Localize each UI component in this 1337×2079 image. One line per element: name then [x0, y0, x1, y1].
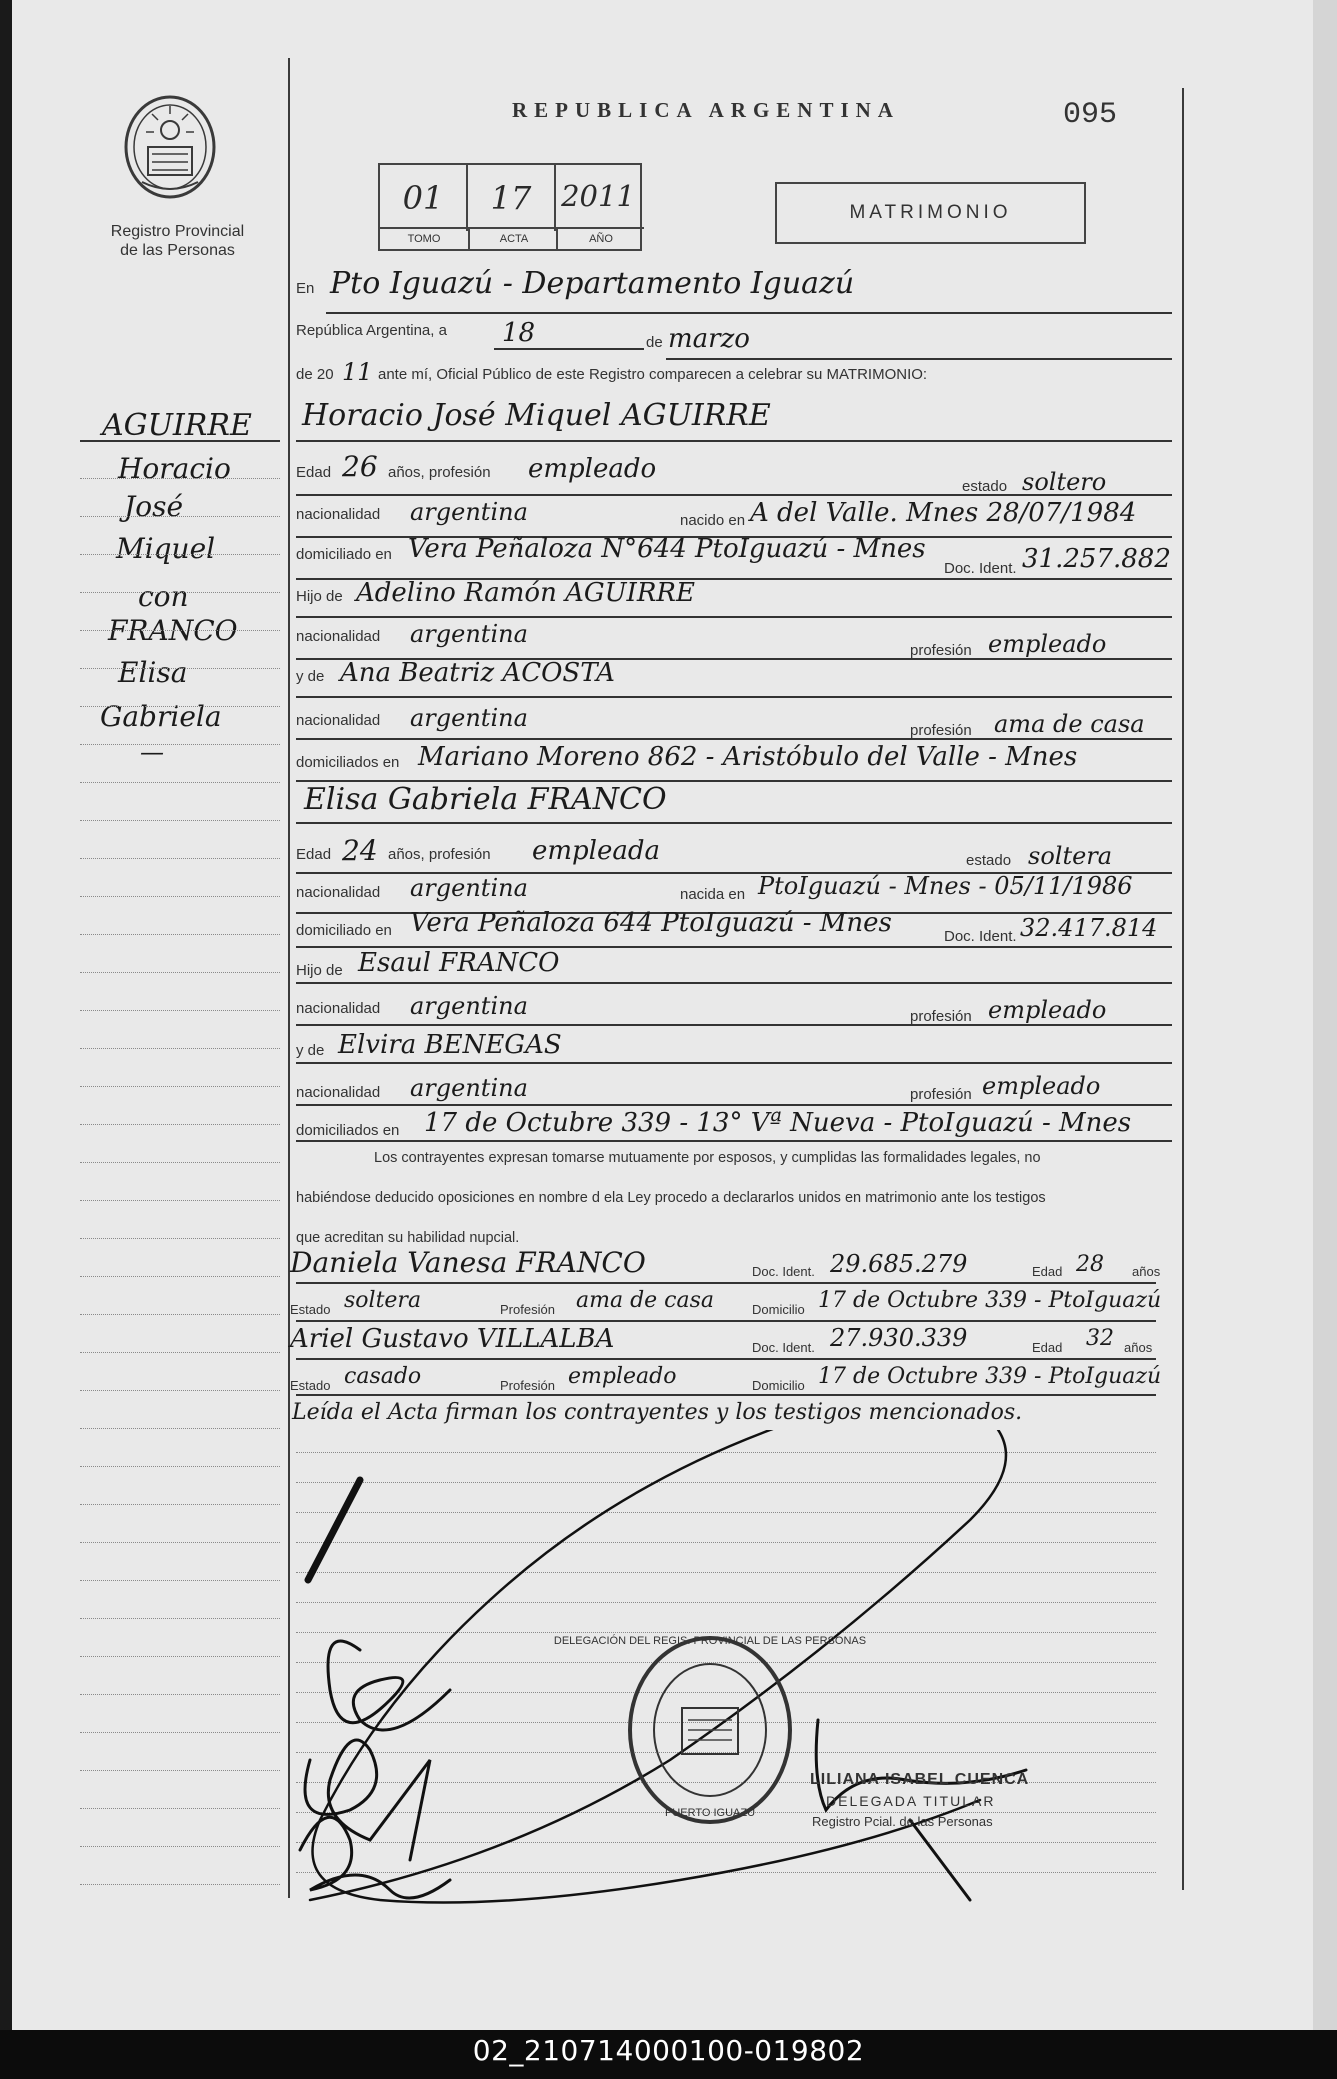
- day-value: 18: [502, 318, 536, 348]
- legal-text-line: que acreditan su habilidad nupcial.: [296, 1230, 520, 1246]
- anio-cell: [556, 165, 640, 231]
- groom-father-profession: empleado: [988, 630, 1107, 658]
- stamp-city: PUERTO IGUAZÚ: [664, 1807, 756, 1819]
- groom-address: Vera Peñaloza N°644 PtoIguazú - Mnes: [408, 534, 926, 564]
- margin-rule: [80, 858, 280, 859]
- bride-mother-nationality: argentina: [410, 1074, 528, 1102]
- yde-label: y de: [296, 668, 325, 685]
- estado-label: Estado: [290, 1302, 331, 1317]
- groom-parents-address: Mariano Moreno 862 - Aristóbulo del Valle - Mnes: [418, 742, 1078, 772]
- anio-label: AÑO: [556, 227, 644, 249]
- rule: [494, 348, 644, 350]
- profesion-label: años, profesión: [388, 464, 491, 481]
- bride-birth: PtoIguazú - Mnes - 05/11/1986: [758, 872, 1133, 900]
- margin-rule: [80, 896, 280, 897]
- margin-rule: [80, 630, 280, 631]
- margin-rule: [80, 1580, 280, 1581]
- margin-rule: [80, 1314, 280, 1315]
- margin-name: con: [138, 580, 189, 613]
- margin-rule: [80, 1732, 280, 1733]
- margin-rule: [80, 668, 280, 669]
- witness-1-name: Daniela Vanesa FRANCO: [290, 1246, 646, 1279]
- witness-1-age: 28: [1076, 1252, 1104, 1277]
- margin-name: José: [124, 490, 184, 523]
- margin-dash: —: [140, 738, 164, 766]
- margin-rule: [80, 1618, 280, 1619]
- parents-domicile-label: domiciliados en: [296, 754, 400, 771]
- estado-label: Estado: [290, 1378, 331, 1393]
- doc-label: Doc. Ident.: [944, 560, 1017, 577]
- margin-rule: [80, 934, 280, 935]
- province-seal-logo: [122, 92, 218, 207]
- margin-rule: [80, 1238, 280, 1239]
- nacionalidad-label: nacionalidad: [296, 1000, 381, 1017]
- rule: [296, 1358, 1156, 1360]
- official-name: LILIANA ISABEL CUENCA: [810, 1771, 1030, 1788]
- groom-father-nationality: argentina: [410, 620, 528, 648]
- groom-father: Adelino Ramón AGUIRRE: [356, 578, 695, 608]
- declaration-text: ante mí, Oficial Público de este Registro comparecen a celebrar su MATRIMONIO:: [378, 366, 928, 383]
- country-title: REPUBLICA ARGENTINA: [512, 98, 900, 122]
- margin-rule: [80, 744, 280, 745]
- official-office: Registro Pcial. de las Personas: [812, 1814, 993, 1829]
- margin-rule: [80, 1010, 280, 1011]
- bride-father-profession: empleado: [988, 996, 1107, 1024]
- margin-rule: [80, 1504, 280, 1505]
- groom-age: 26: [342, 450, 378, 483]
- acta-label: ACTA: [468, 227, 558, 249]
- profesion-label: profesión: [910, 1008, 972, 1025]
- record-type-box: MATRIMONIO: [775, 182, 1086, 244]
- official-title: DELEGADA TITULAR: [826, 1793, 996, 1809]
- groom-name: Horacio José Miquel AGUIRRE: [302, 398, 771, 433]
- rule: [296, 1394, 1156, 1396]
- edad-label: Edad: [1032, 1264, 1063, 1279]
- margin-rule: [80, 1808, 280, 1809]
- rule: [296, 1282, 1156, 1284]
- witness-2-address: 17 de Octubre 339 - PtoIguazú: [818, 1364, 1162, 1389]
- rule: [296, 738, 1172, 740]
- groom-mother: Ana Beatriz ACOSTA: [340, 658, 615, 688]
- edad-label: Edad: [296, 464, 332, 481]
- bride-profession: empleada: [532, 836, 661, 866]
- margin-rule: [80, 1542, 280, 1543]
- en-label: En: [296, 280, 315, 297]
- signature-area: [270, 1430, 1170, 1990]
- profesion-label: Profesión: [500, 1378, 555, 1393]
- bride-mother-profession: empleado: [982, 1072, 1101, 1100]
- bride-status: soltera: [1028, 842, 1113, 870]
- margin-rule: [80, 1048, 280, 1049]
- nacionalidad-label: nacionalidad: [296, 628, 381, 645]
- domicilio-label: domiciliado en: [296, 922, 392, 939]
- margin-name: Miquel: [116, 532, 216, 565]
- estado-label: estado: [966, 852, 1012, 869]
- right-border-line: [1182, 88, 1184, 1890]
- margin-rule: [80, 782, 280, 783]
- witness-1-address: 17 de Octubre 339 - PtoIguazú: [818, 1288, 1162, 1313]
- bride-father: Esaul FRANCO: [358, 948, 560, 978]
- margin-surname: AGUIRRE: [102, 408, 252, 443]
- nacida-label: nacida en: [680, 886, 746, 903]
- legal-text-line: Los contrayentes expresan tomarse mutuamente por esposos, y cumplidas las formalidades legales, no: [374, 1150, 1041, 1166]
- domicilio-label: Domicilio: [752, 1378, 805, 1393]
- tomo-label: TOMO: [380, 227, 468, 249]
- witness-2-profession: empleado: [568, 1364, 677, 1389]
- witness-1-profession: ama de casa: [576, 1288, 715, 1313]
- margin-rule: [80, 1656, 280, 1657]
- official-stamp: [630, 1638, 790, 1822]
- margin-rule: [80, 706, 280, 707]
- witness-2-status: casado: [344, 1364, 422, 1389]
- domicilio-label: Domicilio: [752, 1302, 805, 1317]
- nacionalidad-label: nacionalidad: [296, 506, 381, 523]
- witness-1-doc: 29.685.279: [830, 1250, 968, 1278]
- groom-mother-profession: ama de casa: [994, 710, 1145, 738]
- margin-rule: [80, 592, 280, 593]
- groom-birth: A del Valle. Mnes 28/07/1984: [750, 498, 1137, 528]
- groom-status: soltero: [1022, 468, 1107, 496]
- bride-parents-address: 17 de Octubre 339 - 13° Vª Nueva - PtoIguazú - Mnes: [424, 1108, 1132, 1138]
- acta-value: 17: [490, 179, 532, 217]
- bride-father-nationality: argentina: [410, 992, 528, 1020]
- rule: [296, 1062, 1172, 1064]
- bride-doc: 32.417.814: [1020, 914, 1158, 942]
- margin-rule: [80, 1428, 280, 1429]
- edad-label: Edad: [1032, 1340, 1063, 1355]
- legal-text-line: habiéndose deducido oposiciones en nombre d ela Ley procedo a declararlos unidos en matrimonio ante los testigos: [296, 1190, 1046, 1206]
- margin-rule: [80, 516, 280, 517]
- footer-id: 02_210714000100-019802: [472, 2034, 865, 2067]
- hijo-label: Hijo de: [296, 588, 343, 605]
- margin-rule: [80, 820, 280, 821]
- profesion-label: Profesión: [500, 1302, 555, 1317]
- profesion-label: profesión: [910, 722, 972, 739]
- place-value: Pto Iguazú - Departamento Iguazú: [330, 266, 855, 301]
- signature-2: [305, 1740, 430, 1860]
- rule: [296, 982, 1172, 984]
- bride-age: 24: [342, 834, 378, 867]
- groom-mother-nationality: argentina: [410, 704, 528, 732]
- yde-label: y de: [296, 1042, 325, 1059]
- page-edge: [1313, 0, 1337, 2030]
- rule: [296, 1104, 1172, 1106]
- margin-rule: [80, 1770, 280, 1771]
- bride-address: Vera Peñaloza 644 PtoIguazú - Mnes: [410, 908, 892, 938]
- margin-rule: [80, 972, 280, 973]
- margin-rule: [80, 1124, 280, 1125]
- page-number: 095: [1063, 98, 1118, 132]
- rule: [296, 440, 1172, 442]
- rule: [296, 822, 1172, 824]
- rule: [296, 696, 1172, 698]
- nacido-label: nacido en: [680, 512, 746, 529]
- margin-rule: [80, 1276, 280, 1277]
- de-label: de: [646, 334, 663, 351]
- tomo-value: 01: [402, 179, 444, 217]
- margin-rule: [80, 1086, 280, 1087]
- margin-rule: [80, 440, 280, 442]
- rule: [296, 494, 1172, 496]
- nacionalidad-label: nacionalidad: [296, 712, 381, 729]
- doc-label: Doc. Ident.: [752, 1340, 815, 1355]
- bride-name: Elisa Gabriela FRANCO: [304, 782, 667, 817]
- margin-rule: [80, 1884, 280, 1885]
- nacionalidad-label: nacionalidad: [296, 1084, 381, 1101]
- rule: [666, 358, 1172, 360]
- estado-label: estado: [962, 478, 1008, 495]
- profesion-label: años, profesión: [388, 846, 491, 863]
- witness-2-age: 32: [1086, 1326, 1114, 1351]
- acta-cell: [468, 165, 556, 231]
- hijo-label: Hijo de: [296, 962, 343, 979]
- bride-mother: Elvira BENEGAS: [338, 1030, 562, 1060]
- signatures-drawing: [270, 1430, 1170, 1990]
- edad-label: Edad: [296, 846, 332, 863]
- margin-rule: [80, 1352, 280, 1353]
- groom-profession: empleado: [528, 454, 657, 484]
- margin-rule: [80, 1846, 280, 1847]
- closing-text: Leída el Acta firman los contrayentes y los testigos mencionados.: [292, 1400, 1023, 1425]
- margin-rule: [80, 1162, 280, 1163]
- margin-name: Horacio: [118, 452, 231, 485]
- witness-2-doc: 27.930.339: [830, 1324, 968, 1352]
- witness-2-name: Ariel Gustavo VILLALBA: [290, 1324, 615, 1354]
- anios-label: años: [1124, 1340, 1153, 1355]
- doc-label: Doc. Ident.: [752, 1264, 815, 1279]
- margin-rule: [80, 1390, 280, 1391]
- rule: [326, 312, 1172, 314]
- registry-name: Registro Provincial de las Personas: [110, 223, 245, 259]
- rule: [296, 616, 1172, 618]
- domicilio-label: domiciliado en: [296, 546, 392, 563]
- witness-1-status: soltera: [344, 1288, 422, 1313]
- parents-domicile-label: domiciliados en: [296, 1122, 400, 1139]
- groom-nationality: argentina: [410, 498, 528, 526]
- anio-value: 2011: [561, 179, 635, 213]
- record-number-box: [378, 163, 642, 251]
- doc-label: Doc. Ident.: [944, 928, 1017, 945]
- margin-name: Elisa: [118, 656, 188, 689]
- margin-rule: [80, 1694, 280, 1695]
- nacionalidad-label: nacionalidad: [296, 884, 381, 901]
- margin-rule: [80, 478, 280, 479]
- rule: [296, 1140, 1172, 1142]
- rule: [296, 1024, 1172, 1026]
- margin-name: Gabriela: [100, 700, 222, 733]
- margin-rule: [80, 554, 280, 555]
- anios-label: años: [1132, 1264, 1161, 1279]
- margin-rule: [80, 1466, 280, 1467]
- profesion-label: profesión: [910, 642, 972, 659]
- stamp-ring-text: DELEGACIÓN DEL REGIS. PROVINCIAL DE LAS PERSONAS: [553, 1635, 867, 1647]
- republic-label: República Argentina, a: [296, 322, 447, 339]
- month-value: marzo: [668, 324, 750, 354]
- profesion-label: profesión: [910, 1086, 972, 1103]
- year-prefix: de 20: [296, 366, 334, 383]
- margin-rule: [80, 1200, 280, 1201]
- year-value: 11: [342, 358, 373, 386]
- tomo-cell: [380, 165, 468, 231]
- margin-name: FRANCO: [108, 614, 238, 647]
- groom-doc: 31.257.882: [1022, 544, 1171, 574]
- bride-nationality: argentina: [410, 874, 528, 902]
- signature-1: [328, 1641, 450, 1730]
- rule: [296, 1320, 1156, 1322]
